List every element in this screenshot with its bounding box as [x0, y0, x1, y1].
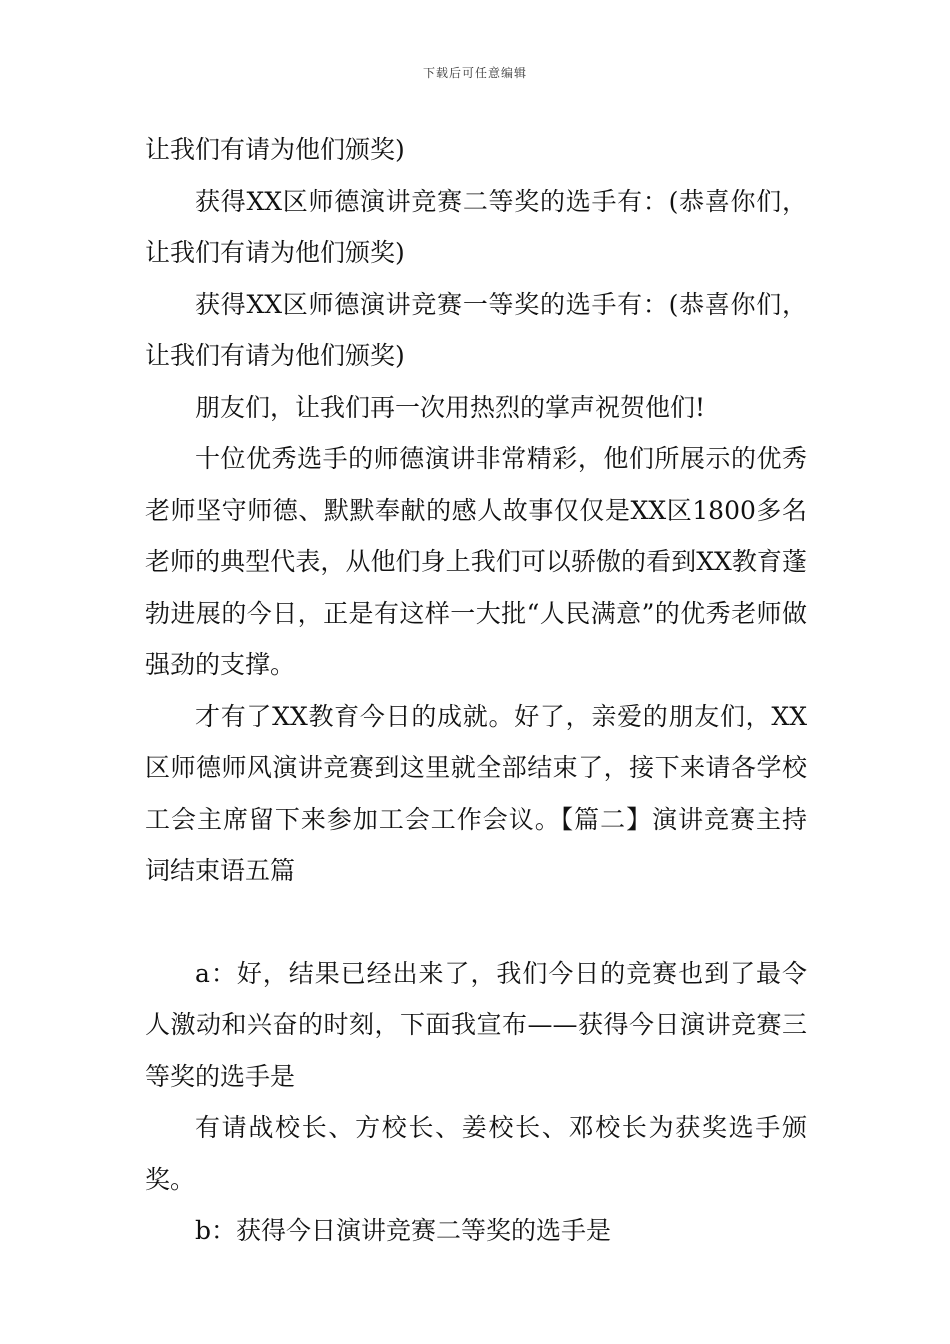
paragraph-continuation: 让我们有请为他们颁奖)	[145, 135, 405, 164]
document-body	[145, 124, 807, 1257]
paragraph-host-a: a：好，结果已经出来了，我们今日的竞赛也到了最令人激动和兴奋的时刻，下面我宣布——获得今日演讲竞赛三等奖的选手是	[145, 958, 807, 1091]
paragraph-ten-contestants: 十位优秀选手的师德演讲非常精彩，他们所展示的优秀老师坚守师德、默默奉献的感人故事仅仅是XX区1800多名老师的典型代表，从他们身上我们可以骄傲的看到XX教育蓬勃进展的今日，正是有这样一大批“人民满意”的优秀老师做强劲的支撑。	[145, 444, 807, 679]
page-header: 下载后可任意编辑	[422, 66, 527, 80]
paragraph-closing: 才有了XX教育今日的成就。好了，亲爱的朋友们，XX区师德师风演讲竞赛到这里就全部结束了，接下来请各学校工会主席留下来参加工会工作会议。【篇二】演讲竞赛主持词结束语五篇	[145, 701, 807, 885]
paragraph-second-prize: 获得XX区师德演讲竞赛二等奖的选手有：(恭喜你们，让我们有请为他们颁奖)	[145, 186, 807, 267]
paragraph-award-presenters: 有请战校长、方校长、姜校长、邓校长为获奖选手颁奖。	[145, 1113, 807, 1194]
paragraph-applause: 朋友们，让我们再一次用热烈的掌声祝贺他们!	[195, 392, 706, 422]
paragraph-host-b: b：获得今日演讲竞赛二等奖的选手是	[195, 1216, 612, 1245]
paragraph-first-prize: 获得XX区师德演讲竞赛一等奖的选手有：(恭喜你们，让我们有请为他们颁奖)	[145, 289, 807, 370]
